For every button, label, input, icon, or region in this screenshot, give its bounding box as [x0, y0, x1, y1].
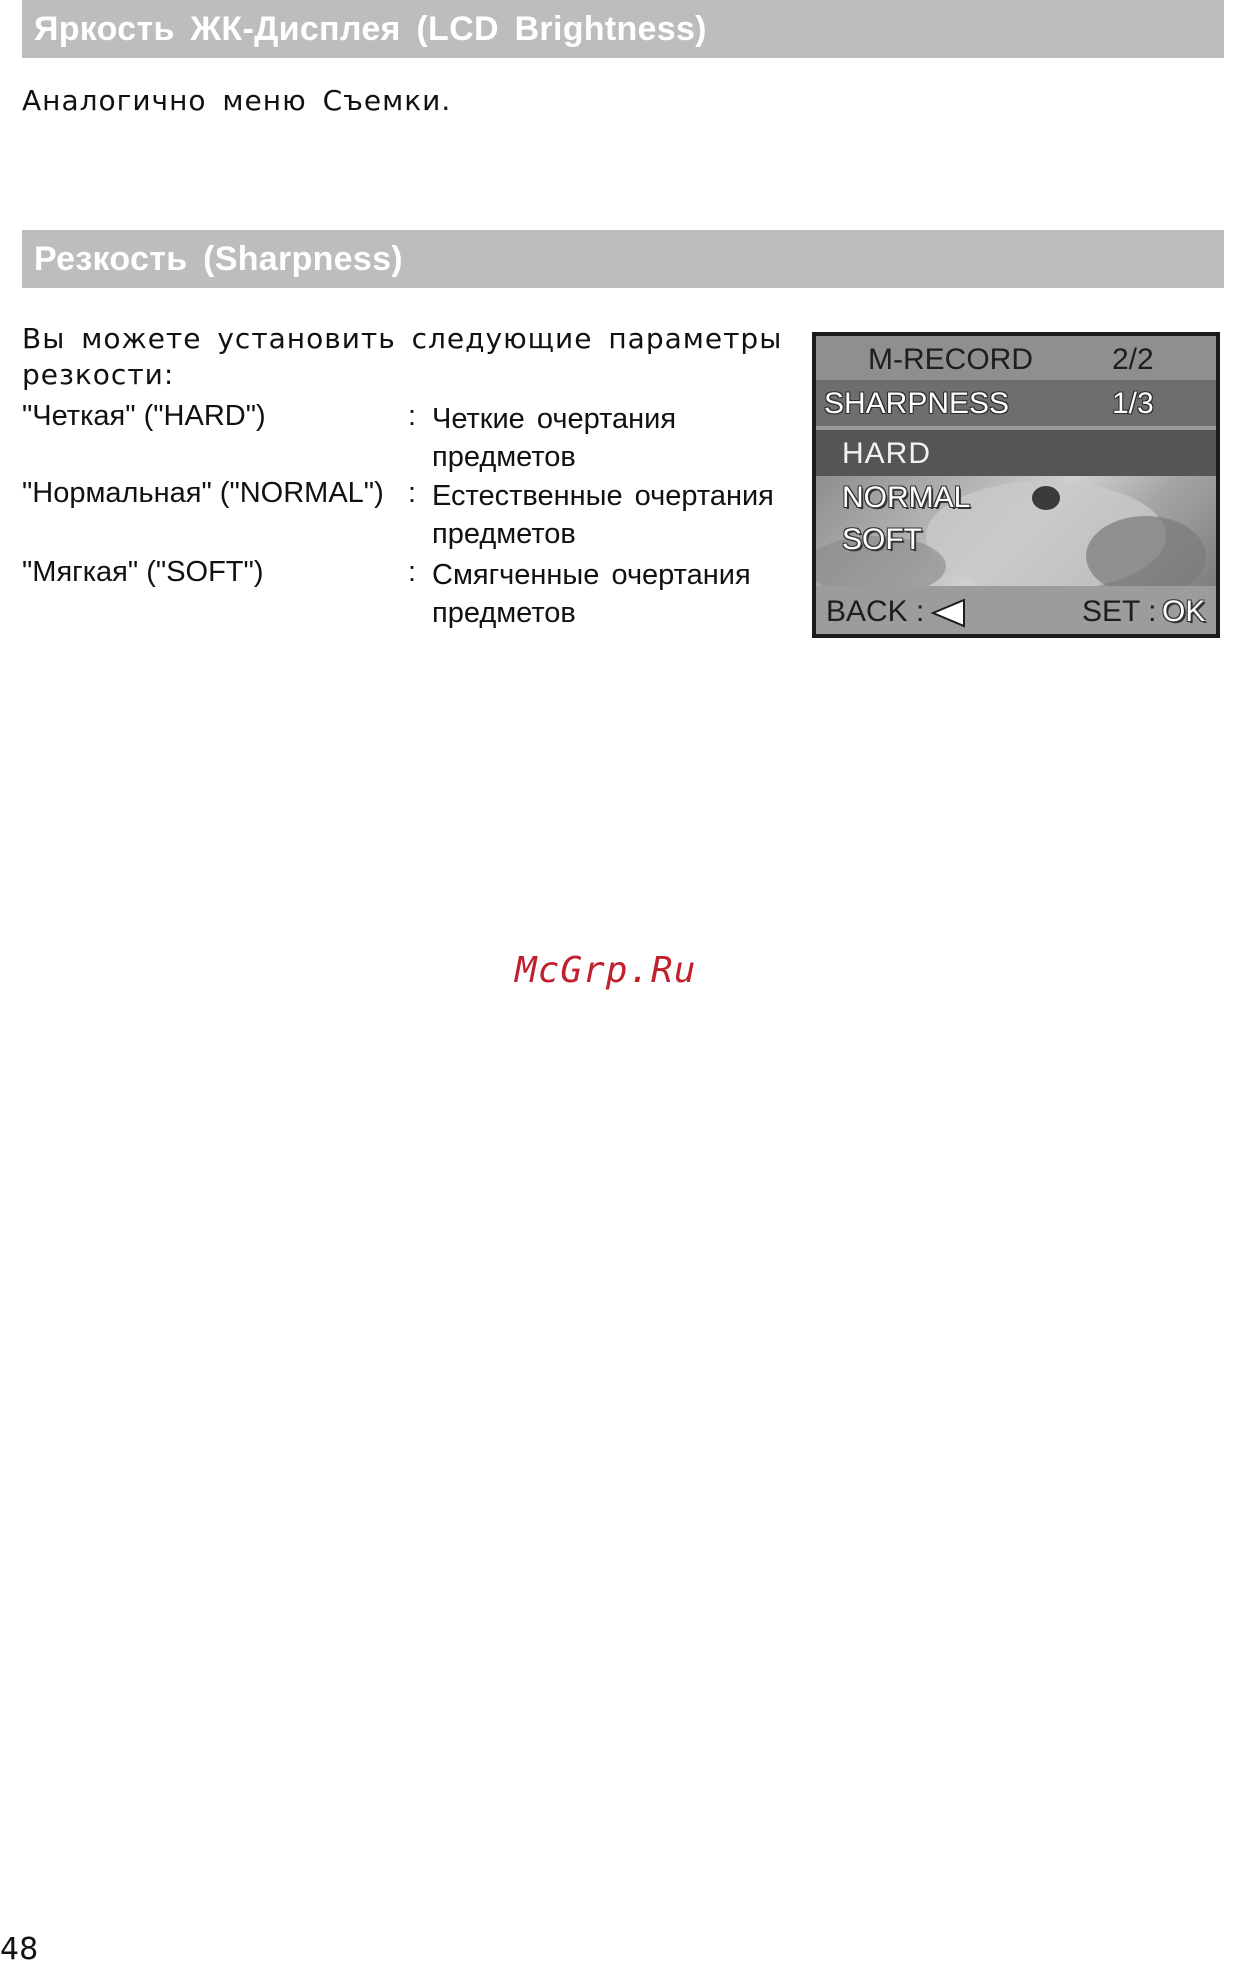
- lcd-sub-label: SHARPNESS: [824, 387, 1010, 420]
- param-colon: :: [408, 556, 417, 588]
- param-row-normal: [22, 477, 812, 553]
- lcd-submenu-title: [816, 380, 1216, 426]
- lcd-footer: [816, 586, 1216, 634]
- lcd-option-normal[interactable]: [816, 476, 1216, 520]
- param-name: "Нормальная" ("NORMAL"): [22, 477, 384, 509]
- lcd-option-label: SOFT: [842, 523, 922, 556]
- lcd-brightness-text: Аналогично меню Съемки.: [22, 84, 452, 117]
- param-desc-line1: Естественные очертания: [432, 480, 774, 512]
- lcd-option-label: HARD: [842, 437, 932, 470]
- section-title-sharpness: Резкость (Sharpness): [22, 230, 1224, 288]
- lcd-set-label: SET :: [1082, 595, 1157, 628]
- watermark: McGrp.Ru: [515, 950, 697, 991]
- param-colon: :: [408, 477, 417, 509]
- lcd-sub-page: 1/3: [1112, 387, 1154, 420]
- lcd-header-page: 2/2: [1112, 343, 1154, 376]
- param-row-soft: [22, 556, 812, 632]
- param-desc: [432, 400, 832, 476]
- param-desc-line1: Четкие очертания: [432, 403, 677, 435]
- lcd-option-hard[interactable]: [816, 430, 1216, 476]
- lcd-menu-header: [816, 336, 1216, 380]
- page-number: 48: [0, 1932, 39, 1967]
- lcd-option-label: NORMAL: [842, 481, 971, 514]
- lcd-inner: [816, 336, 1216, 634]
- left-arrow-icon: [930, 598, 966, 628]
- param-name: "Четкая" ("HARD"): [22, 400, 266, 432]
- param-desc-line2: предметов: [432, 441, 576, 473]
- section-title-lcd-brightness: Яркость ЖК-Дисплея (LCD Brightness): [22, 0, 1224, 58]
- param-desc-line2: предметов: [432, 518, 576, 550]
- lcd-option-soft[interactable]: [816, 518, 1216, 562]
- lcd-back-label: BACK :: [826, 595, 925, 628]
- param-desc-line1: Смягченные очертания: [432, 559, 751, 591]
- camera-lcd-screen: [812, 332, 1220, 638]
- param-row-hard: [22, 400, 812, 476]
- sharpness-intro-line1: Вы можете установить следующие параметры: [22, 322, 783, 355]
- lcd-ok-label: OK: [1162, 595, 1206, 628]
- sharpness-intro-line2: резкости:: [22, 358, 175, 391]
- param-desc-line2: предметов: [432, 597, 576, 629]
- param-desc: [432, 556, 832, 632]
- param-colon: :: [408, 400, 417, 432]
- param-desc: [432, 477, 832, 553]
- param-name: "Мягкая" ("SOFT"): [22, 556, 264, 588]
- lcd-header-label: M-RECORD: [868, 343, 1033, 376]
